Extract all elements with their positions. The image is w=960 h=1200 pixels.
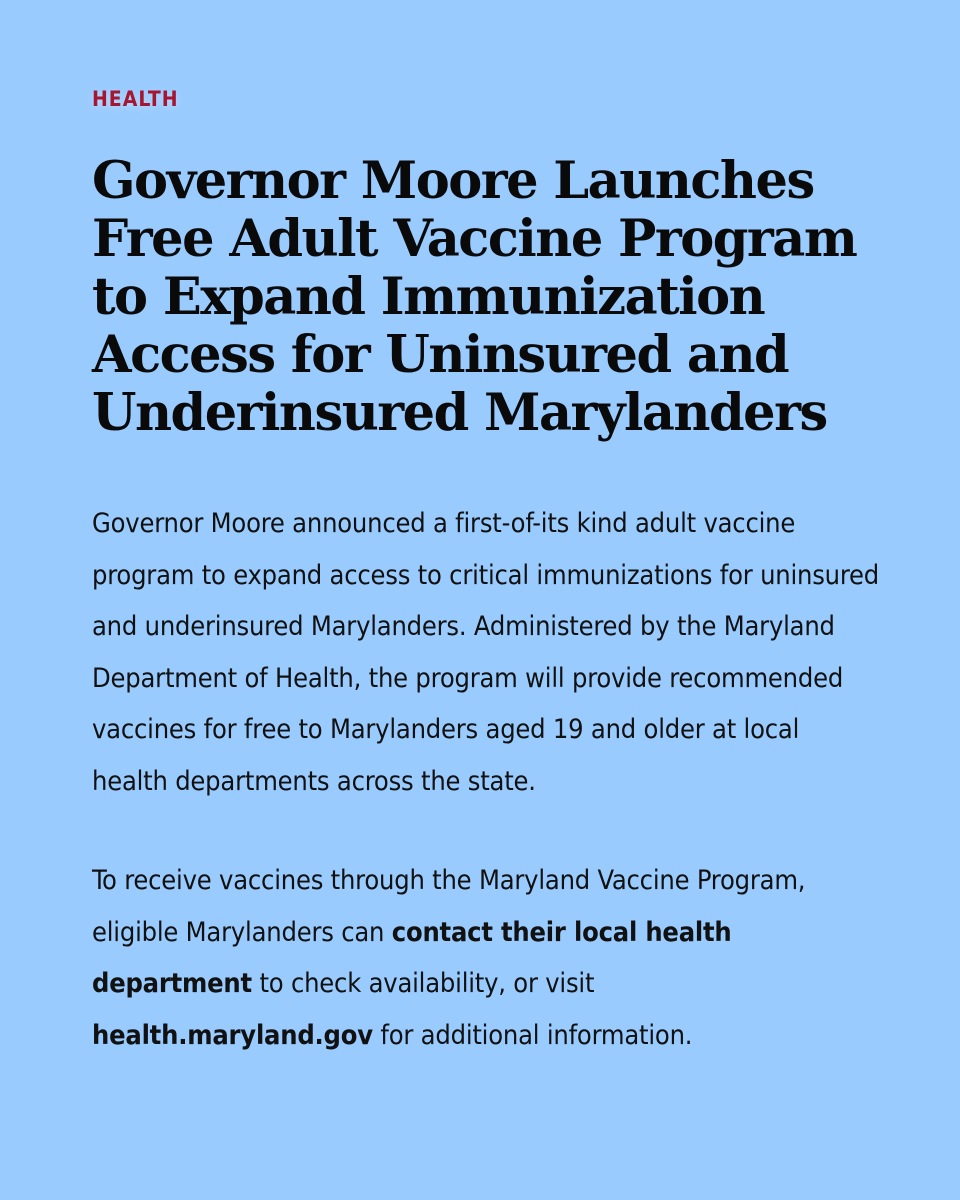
paragraph-2-text-1: To receive vaccines through the Maryland Vaccine Program, eligible Marylanders can [92, 865, 806, 948]
paragraph-2-text-2: to check availability, or visit [251, 968, 595, 999]
contact-health-department-emphasis: contact their local health department [92, 916, 732, 999]
health-website-emphasis: health.maryland.gov [92, 1019, 373, 1051]
headline: Governor Moore Launches Free Adult Vaccine Program to Expand Immunization Access for Uninsured and Underinsured Marylanders [92, 151, 857, 443]
paragraph-2-text-3: for additional information. [372, 1019, 693, 1051]
body-paragraph-1: Governor Moore announced a first-of-its kind adult vaccine program to expand access to critical immunizations for uninsured and underinsured Marylanders. Administered by the Maryland Department of Health, the program will provide recommended vaccines for free to Marylanders aged 19 and older at local health departments across the state. [92, 508, 880, 797]
category-label: HEALTH [92, 87, 179, 111]
body-paragraph-2 [92, 855, 882, 1061]
